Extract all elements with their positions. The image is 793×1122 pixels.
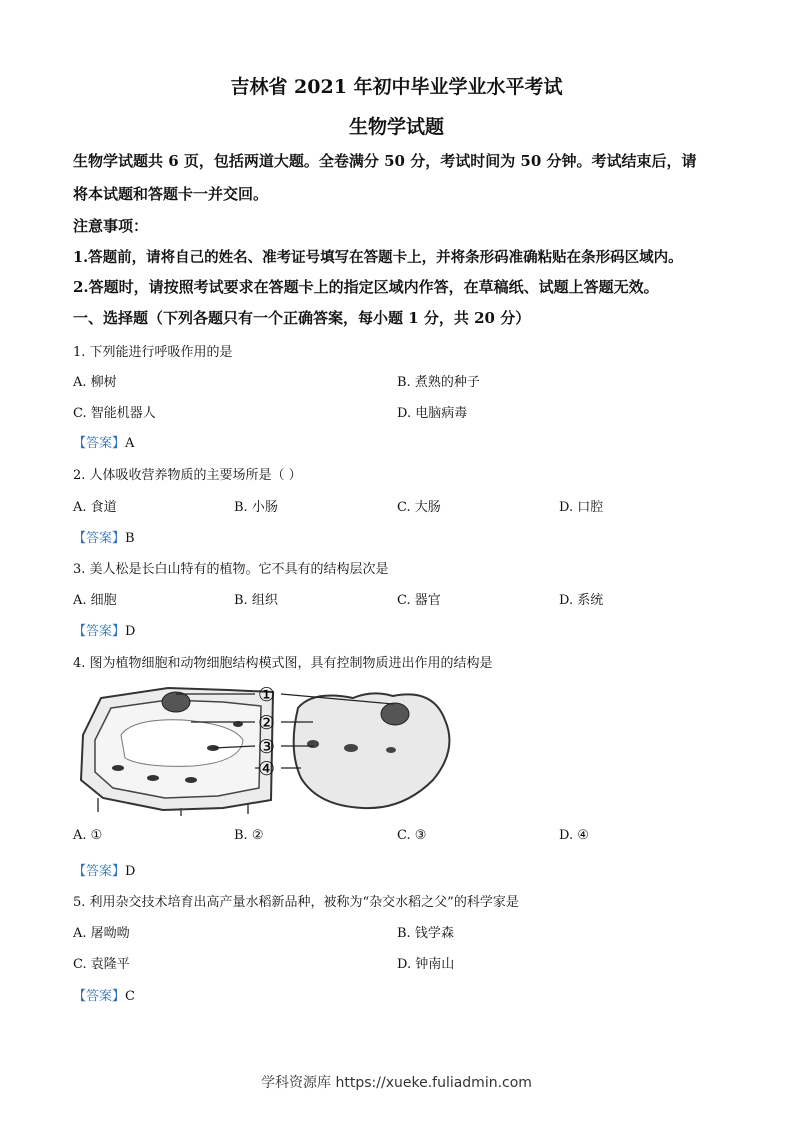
intro-line-1: 生物学试题共 6 页，包括两道大题。全卷满分 50 分，考试时间为 50 分钟。考试结束后，请 [73,152,697,170]
q3-option-d: D. 系统 [559,593,604,608]
cell-diagram [73,680,473,820]
answer-tag: 【答案】 [73,624,126,639]
q3-answer [73,620,135,639]
q4-option-b: B. ② [234,828,264,843]
q4-answer-value: D [125,864,136,879]
exam-title: 吉林省 2021 年初中毕业学业水平考试 [230,76,563,98]
q3-option-b: B. 组织 [234,593,278,608]
section-heading: 一、选择题（下列各题只有一个正确答案，每小题 1 分，共 20 分） [73,309,531,327]
q1-option-a: A. 柳树 [73,375,117,390]
answer-tag: 【答案】 [73,864,126,879]
answer-tag: 【答案】 [73,531,126,546]
figure-label-1: ① [258,684,276,706]
q5-option-b: B. 钱学森 [397,926,454,941]
q3-stem: 3. 美人松是长白山特有的植物。它不具有的结构层次是 [73,562,389,577]
q5-stem: 5. 利用杂交技术培育出高产量水稻新品种，被称为“杂交水稻之父”的科学家是 [73,895,519,910]
mitochondrion [307,740,319,748]
q3-option-a: A. 细胞 [73,593,117,608]
q1-answer-value: A [125,436,135,451]
footer-watermark: 学科资源库 https://xueke.fuliadmin.com [261,1075,532,1091]
intro-line-2: 将本试题和答题卡一并交回。 [73,185,269,203]
q5-option-a: A. 屠呦呦 [73,926,130,941]
q4-answer [73,860,135,879]
q1-answer [73,432,134,451]
q2-answer-value: B [125,531,135,546]
q2-option-b: B. 小肠 [234,500,278,515]
q2-stem: 2. 人体吸收营养物质的主要场所是（ ） [73,468,302,483]
q4-stem: 4. 图为植物细胞和动物细胞结构模式图，具有控制物质进出作用的结构是 [73,656,493,671]
figure-label-2: ② [258,712,276,734]
q4-option-d: D. ④ [559,828,589,843]
q2-option-d: D. 口腔 [559,500,604,515]
plant-cell-nucleus [162,692,190,712]
q4-option-a: A. ① [73,828,103,843]
answer-tag: 【答案】 [73,989,126,1004]
q2-option-a: A. 食道 [73,500,117,515]
animal-cell [294,693,450,808]
q1-option-b: B. 煮熟的种子 [397,375,480,390]
figure-label-4: ④ [258,758,276,780]
q3-answer-value: D [125,624,136,639]
q1-option-c: C. 智能机器人 [73,406,156,421]
q1-option-d: D. 电脑病毒 [397,406,468,421]
chloroplast [147,775,159,781]
note-1: 1.答题前，请将自己的姓名、准考证号填写在答题卡上，并将条形码准确粘贴在条形码区域内。 [73,249,683,266]
notes-heading: 注意事项： [73,217,149,235]
q4-option-c: C. ③ [397,828,427,843]
exam-subtitle: 生物学试题 [348,116,444,138]
q5-answer-value: C [125,989,135,1004]
animal-cell-nucleus [381,703,409,725]
chloroplast [185,777,197,783]
q5-answer [73,985,135,1004]
q5-option-c: C. 袁隆平 [73,957,130,972]
answer-tag: 【答案】 [73,436,126,451]
mitochondrion [344,744,358,752]
q5-option-d: D. 钟南山 [397,957,455,972]
q2-option-c: C. 大肠 [397,500,441,515]
q2-answer [73,527,135,546]
figure-label-3: ③ [258,736,276,758]
mitochondrion [386,747,396,753]
note-2: 2.答题时，请按照考试要求在答题卡上的指定区域内作答，在草稿纸、试题上答题无效。 [73,278,659,296]
chloroplast [112,765,124,771]
q3-option-c: C. 器官 [397,593,441,608]
q1-stem: 1. 下列能进行呼吸作用的是 [73,345,233,360]
